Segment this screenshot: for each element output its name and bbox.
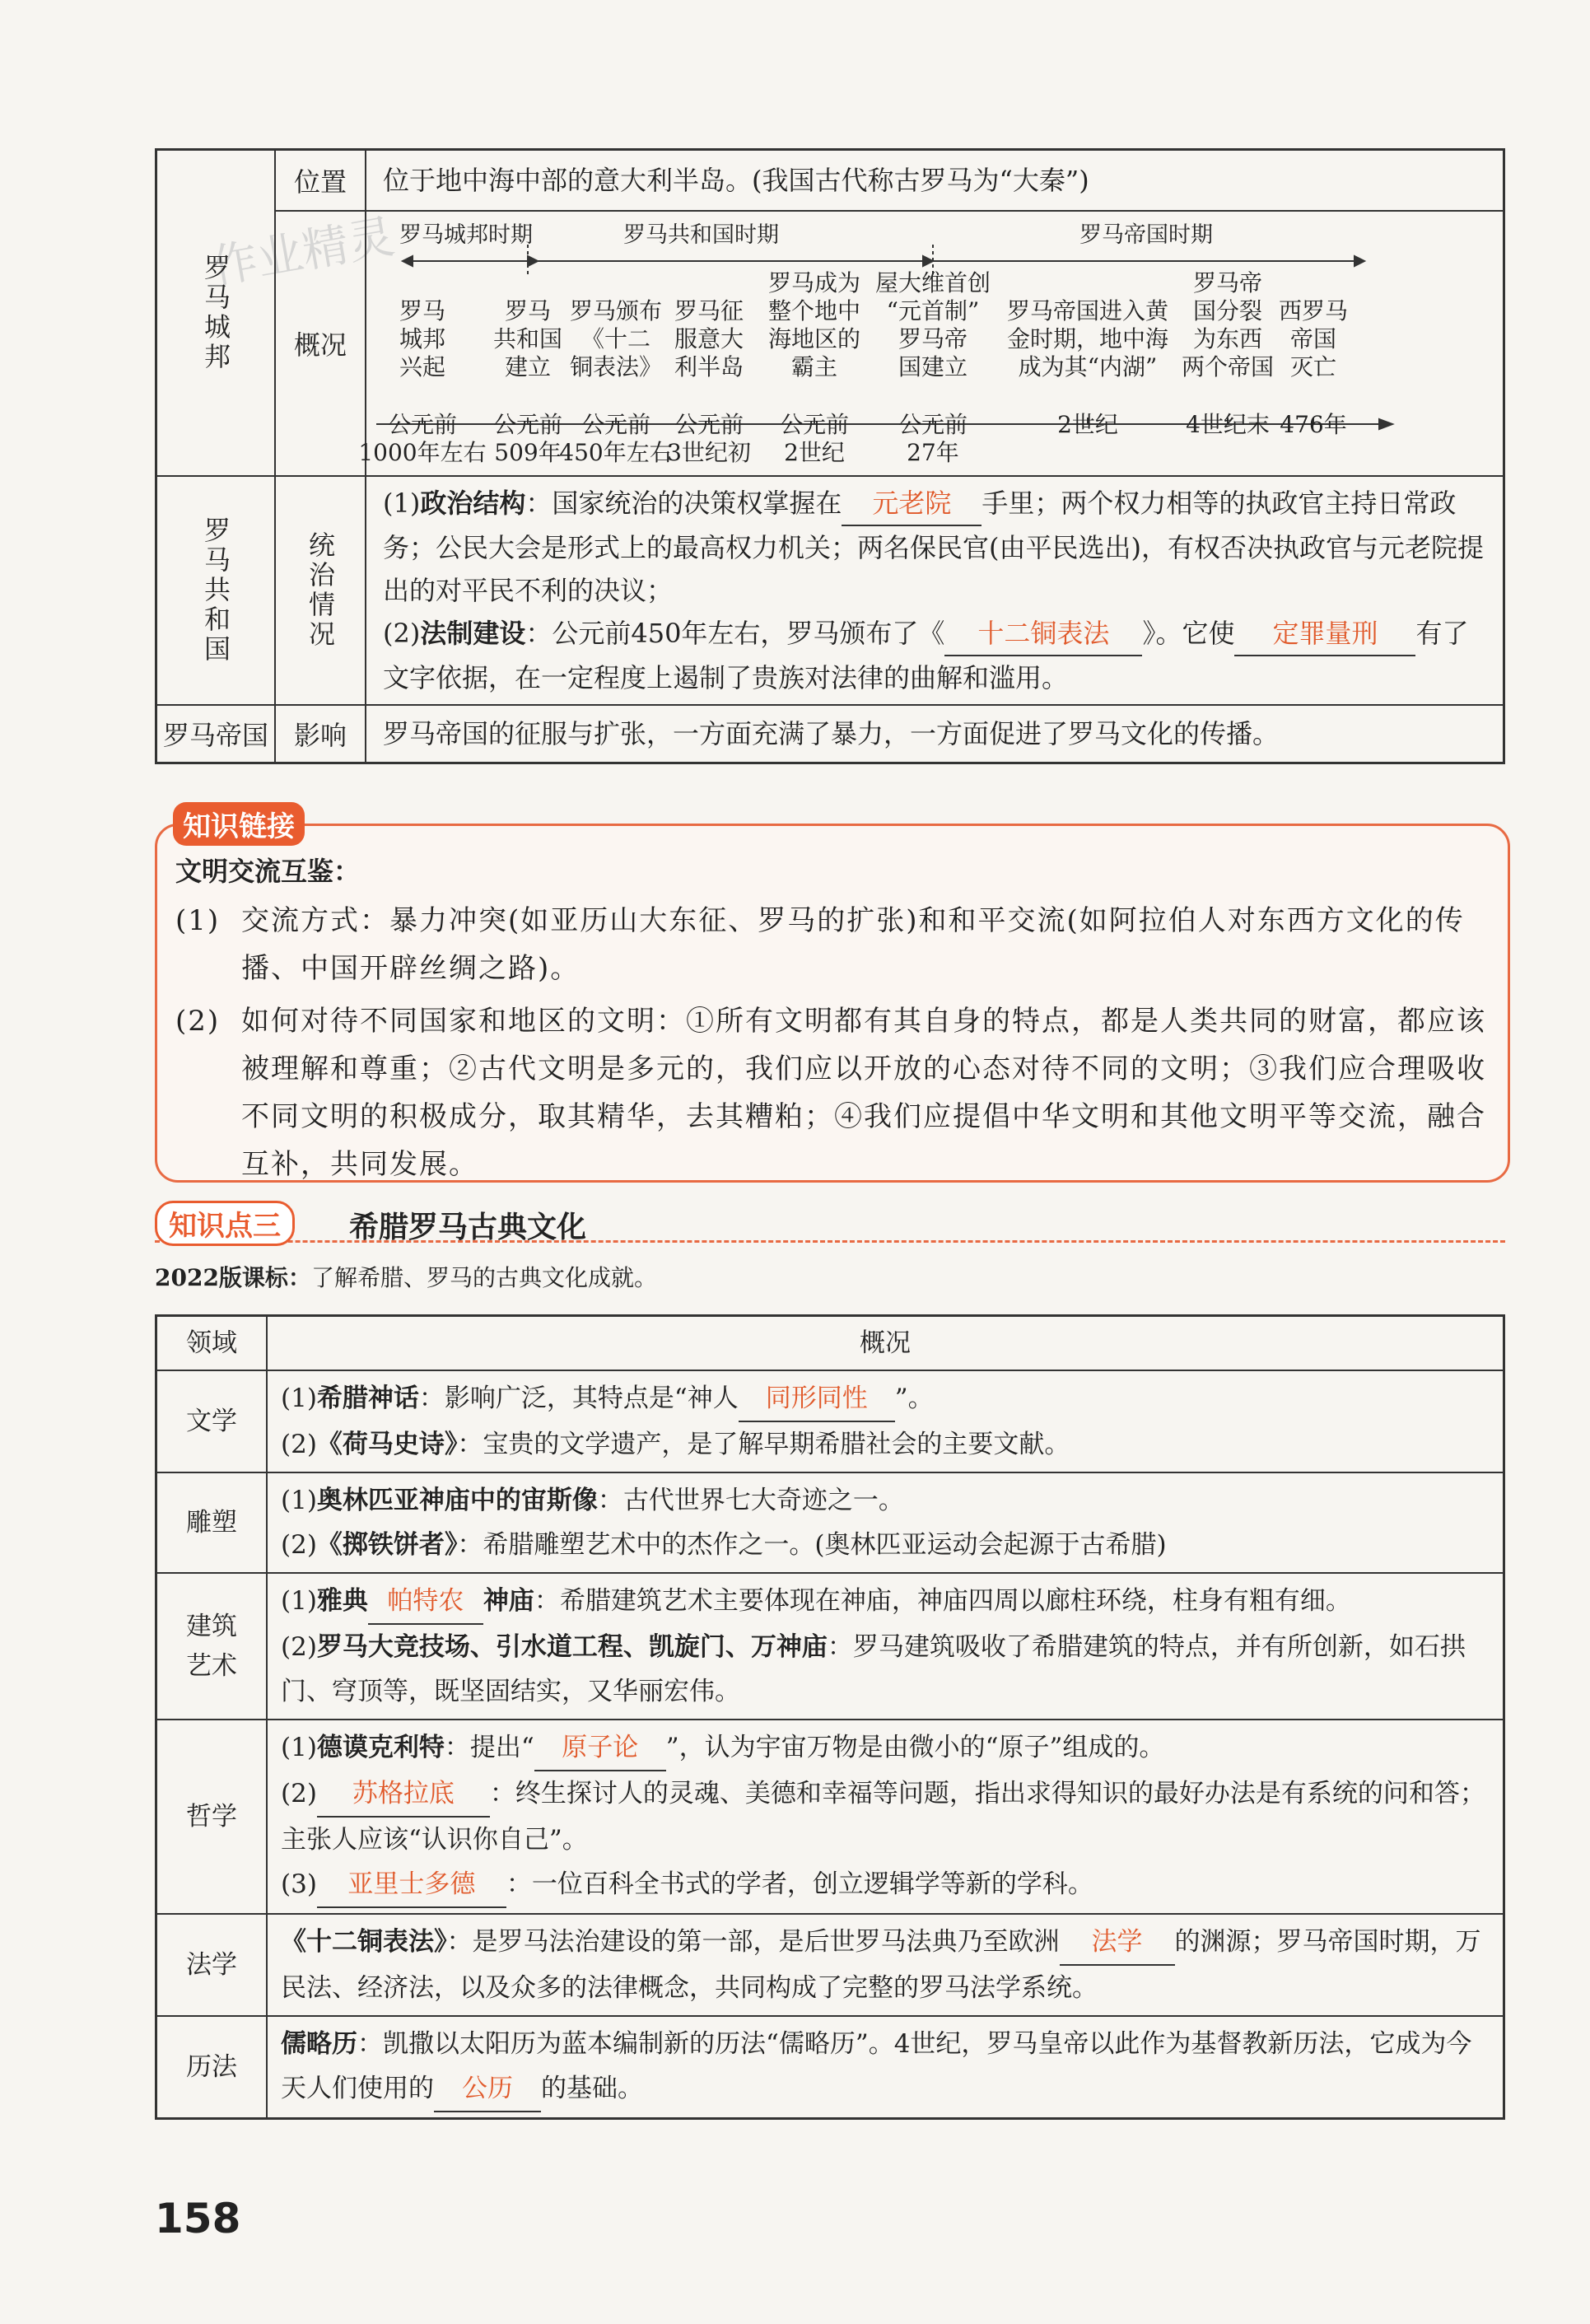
event-date: 476年 bbox=[1280, 411, 1347, 438]
event-text: 罗马征 服意大 利半岛 bbox=[674, 297, 744, 380]
period-empire: 罗马帝国时期 bbox=[1079, 222, 1213, 248]
event-date: 公元前 2世纪 bbox=[779, 411, 850, 466]
event-text: 罗马成为 整个地中 海地区的 霸主 bbox=[767, 269, 861, 380]
classical-culture-table bbox=[155, 1314, 1505, 2120]
timeline-cell bbox=[358, 211, 1504, 476]
event-date: 4世纪末 bbox=[1186, 411, 1270, 438]
answer-blank: 苏格拉底 bbox=[317, 1771, 490, 1818]
answer-blank: 定罪量刑 bbox=[1234, 612, 1415, 656]
event-text: 罗马帝国进入黄 金时期，地中海 成为其“内湖” bbox=[1006, 297, 1169, 380]
link-box-p1: (1) 交流方式：暴力冲突(如亚历山大东征、罗马的扩张)和和平交流(如阿拉伯人对东西方文化的传播、中国开辟丝绸之路)。 bbox=[175, 904, 1465, 985]
header-field: 领域 bbox=[156, 1316, 268, 1370]
law-text: 《十二铜表法》：是罗马法治建设的第一部，是后世罗马法典乃至欧洲 法学 的渊源；罗马帝国时期，万民法、经济法，以及众多的法律概念，共同构成了完整的罗马法学系统。 bbox=[267, 1914, 1504, 2016]
overview-label: 概况 bbox=[275, 211, 366, 476]
governance-p2: (2)法制建设：公元前450年左右，罗马颁布了《 十二铜表法 》。它使 定罪量刑 有了文字依据，在一定程度上遏制了贵族对法律的曲解和滥用。 bbox=[383, 612, 1486, 699]
answer-blank: 同形同性 bbox=[739, 1376, 895, 1422]
page-number: 158 bbox=[155, 2195, 241, 2242]
answer-blank: 十二铜表法 bbox=[944, 612, 1142, 656]
link-box-title: 文明交流互鉴： bbox=[175, 856, 361, 887]
event-text: 西罗马 帝国 灭亡 bbox=[1278, 297, 1349, 380]
location-label: 位置 bbox=[275, 150, 366, 212]
calendar-text: 儒略历：凯撒以太阳历为蓝本编制新的历法“儒略历”。4世纪，罗马皇帝以此作为基督教新历法，它成为今天人们使用的 公历 的基础。 bbox=[267, 2016, 1504, 2119]
watermark: 作业精灵 bbox=[207, 209, 399, 295]
event-date: 公元前 27年 bbox=[898, 411, 968, 466]
law-label: 法学 bbox=[156, 1914, 268, 2016]
row-head-republic: 罗马共和国 bbox=[156, 476, 276, 705]
curriculum-standard: 2022版课标：了解希腊、罗马的古典文化成就。 bbox=[155, 1264, 657, 1291]
section3-tag: 知识点三 bbox=[155, 1201, 295, 1246]
row-head-city-state: 罗马城邦 bbox=[156, 150, 276, 477]
event-date: 公元前 3世纪初 bbox=[667, 411, 751, 466]
period-city-state: 罗马城邦时期 bbox=[399, 222, 533, 248]
rome-table bbox=[155, 148, 1505, 764]
event-text: 屋大维首创 “元首制” 罗马帝 国建立 bbox=[874, 269, 991, 380]
event-date: 公元前 450年左右 bbox=[559, 411, 673, 466]
impact-label: 影响 bbox=[275, 705, 366, 763]
answer-blank: 元老院 bbox=[842, 482, 982, 526]
answer-blank: 亚里士多德 bbox=[317, 1862, 506, 1908]
event-text: 罗马帝 国分裂 为东西 两个帝国 bbox=[1181, 269, 1275, 380]
answer-blank: 法学 bbox=[1060, 1920, 1175, 1966]
event-text: 罗马颁布 《十二 铜表法》 bbox=[569, 297, 663, 380]
event-date: 公元前 509年 bbox=[492, 411, 563, 466]
row-head-empire: 罗马帝国 bbox=[156, 705, 276, 763]
sculpture-label: 雕塑 bbox=[156, 1472, 268, 1573]
event-text: 罗马 城邦 兴起 bbox=[399, 297, 446, 380]
header-overview: 概况 bbox=[267, 1316, 1504, 1370]
knowledge-link-tag: 知识链接 bbox=[173, 802, 305, 846]
governance-label: 统治情况 bbox=[275, 476, 366, 705]
timeline bbox=[358, 212, 1503, 475]
answer-blank: 公历 bbox=[434, 2066, 541, 2112]
event-date: 2世纪 bbox=[1057, 411, 1118, 438]
period-republic: 罗马共和国时期 bbox=[623, 222, 779, 248]
answer-blank: 帕特农 bbox=[368, 1579, 483, 1625]
link-box-p2: (2) 如何对待不同国家和地区的文明：①所有文明都有其自身的特点，都是人类共同的财富，都应该被理解和尊重；②古代文明是多元的，我们应以开放的心态对待不同的文明；③我们应合理吸收不同文明的积极成分，取其精华，去其糟粕；④我们应提倡中华文明和其他文明平等交流，融合互补，共同发展。 bbox=[175, 1005, 1486, 1181]
literature-label: 文学 bbox=[156, 1370, 268, 1472]
section3-header bbox=[155, 1201, 1505, 1243]
architecture-text: (1)雅典 帕特农 神庙：希腊建筑艺术主要体现在神庙，神庙四周以廊柱环绕，柱身有粗有细。 (2)罗马大竞技场、引水道工程、凯旋门、万神庙：罗马建筑吸收了希腊建筑的特点，并有所创新，如石拱门、穹顶等，既坚固结实，又华丽宏伟。 bbox=[267, 1573, 1504, 1720]
architecture-label: 建筑艺术 bbox=[156, 1573, 268, 1720]
governance-p1: (1)政治结构：国家统治的决策权掌握在 元老院 手里；两个权力相等的执政官主持日常政务；公民大会是形式上的最高权力机关；两名保民官(由平民选出)，有权否决执政官与元老院提出的对平民不利的决议； bbox=[383, 482, 1486, 612]
link-box-body bbox=[175, 897, 1490, 1188]
answer-blank: 原子论 bbox=[534, 1725, 666, 1771]
philosophy-label: 哲学 bbox=[156, 1720, 268, 1914]
event-date: 公元前 1000年左右 bbox=[358, 411, 487, 466]
sculpture-text: (1)奥林匹亚神庙中的宙斯像：古代世界七大奇迹之一。 (2)《掷铁饼者》：希腊雕塑艺术中的杰作之一。(奥林匹亚运动会起源于古希腊) bbox=[267, 1472, 1504, 1573]
event-text: 罗马 共和国 建立 bbox=[492, 297, 563, 380]
philosophy-text: (1)德谟克利特：提出“ 原子论 ”，认为宇宙万物是由微小的“原子”组成的。 (2) 苏格拉底 ：终生探讨人的灵魂、美德和幸福等问题，指出求得知识的最好办法是有系统的问和答；主张人应该“认识你自己”。 (3) 亚里士多德 ：一位百科全书式的学者，创立逻辑学等新的学科。 bbox=[267, 1720, 1504, 1914]
literature-text: (1)希腊神话：影响广泛，其特点是“神人 同形同性 ”。 (2)《荷马史诗》：宝贵的文学遗产，是了解早期希腊社会的主要文献。 bbox=[267, 1370, 1504, 1472]
section3-title: 希腊罗马古典文化 bbox=[349, 1211, 587, 1244]
knowledge-link-box bbox=[155, 824, 1510, 1183]
calendar-label: 历法 bbox=[156, 2016, 268, 2119]
impact-text: 罗马帝国的征服与扩张，一方面充满了暴力，一方面促进了罗马文化的传播。 bbox=[366, 705, 1504, 763]
governance-text bbox=[366, 476, 1504, 705]
location-text: 位于地中海中部的意大利半岛。(我国古代称古罗马为“大秦”) bbox=[366, 150, 1504, 212]
